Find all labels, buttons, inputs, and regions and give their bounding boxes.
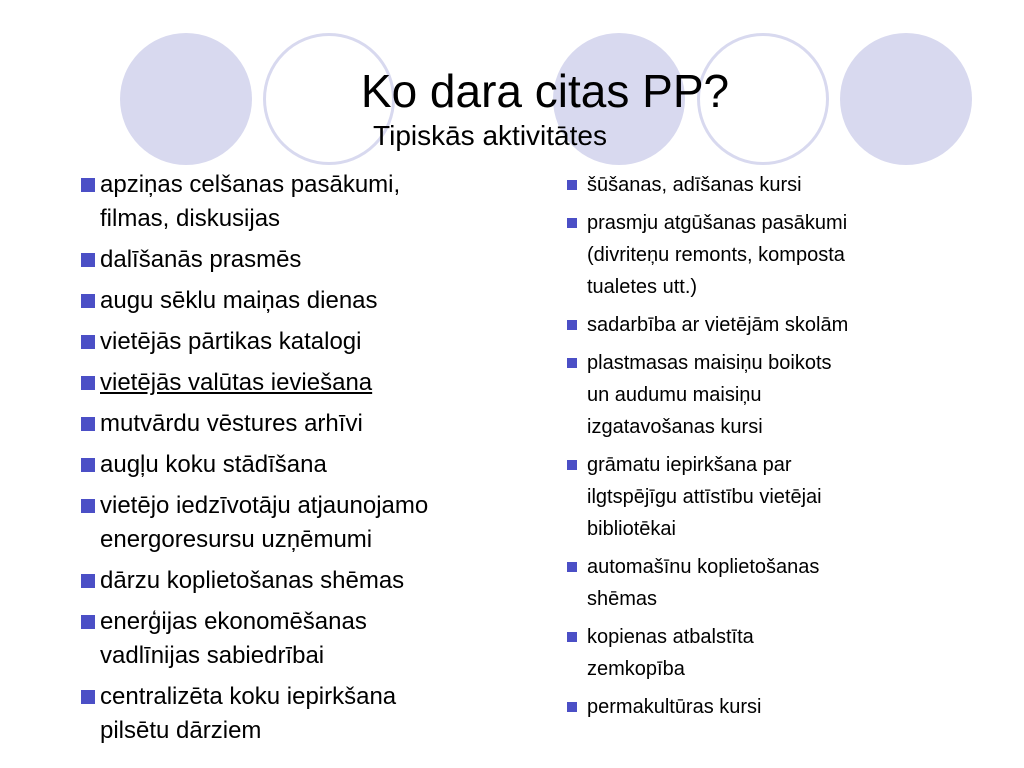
item-text: dalīšanās prasmēs [100, 246, 302, 273]
square-bullet-icon [81, 178, 95, 192]
item-text-line2: energoresursu uzņēmumi [100, 526, 373, 553]
item-text: apziņas celšanas pasākumi, [100, 171, 401, 198]
square-bullet-icon [81, 294, 95, 308]
square-bullet-icon [81, 499, 95, 513]
list-item [80, 243, 550, 277]
item-text-line2: ilgtspējīgu attīstību vietējai [587, 486, 822, 508]
list-item [566, 551, 996, 615]
underlined-item-text: vietējās valūtas ieviešana [100, 369, 373, 396]
square-bullet-icon [567, 180, 577, 190]
square-bullet-icon [81, 458, 95, 472]
square-bullet-icon [81, 615, 95, 629]
list-item [566, 309, 996, 341]
list-item [566, 207, 996, 303]
item-text: dārzu koplietošanas shēmas [100, 567, 405, 594]
item-text: enerģijas ekonomēšanas [100, 608, 367, 635]
item-text: šūšanas, adīšanas kursi [587, 174, 802, 196]
item-text: sadarbība ar vietējām skolām [587, 314, 849, 336]
square-bullet-icon [81, 335, 95, 349]
square-bullet-icon [567, 218, 577, 228]
item-text: permakultūras kursi [587, 696, 762, 718]
item-text-line2: shēmas [587, 588, 658, 610]
square-bullet-icon [567, 632, 577, 642]
item-text-line2: un audumu maisiņu [587, 384, 762, 406]
item-text: vietējās pārtikas katalogi [100, 328, 362, 355]
square-bullet-icon [81, 376, 95, 390]
list-item [80, 168, 550, 236]
list-item [80, 680, 550, 748]
item-text-line2: zemkopība [587, 658, 685, 680]
list-item [80, 325, 550, 359]
list-item [566, 621, 996, 685]
list-item [566, 449, 996, 545]
list-item [80, 366, 550, 400]
list-item [566, 691, 996, 723]
square-bullet-icon [567, 320, 577, 330]
list-item [80, 489, 550, 557]
item-text: prasmju atgūšanas pasākumi [587, 212, 848, 234]
item-text-line3: tualetes utt.) [587, 276, 698, 298]
right-bullet-list [566, 169, 996, 729]
square-bullet-icon [567, 702, 577, 712]
slide-subtitle: Tipiskās aktivitātes [373, 120, 607, 151]
item-text: grāmatu iepirkšana par [587, 454, 792, 476]
list-item [566, 347, 996, 443]
item-text-line2: filmas, diskusijas [100, 205, 281, 232]
square-bullet-icon [81, 690, 95, 704]
item-text: augļu koku stādīšana [100, 451, 327, 478]
list-item [80, 407, 550, 441]
list-item [80, 284, 550, 318]
item-text-line3: bibliotēkai [587, 518, 676, 540]
item-text-line3: izgatavošanas kursi [587, 416, 763, 438]
list-item [566, 169, 996, 201]
item-text-line2: pilsētu dārziem [100, 717, 262, 744]
item-text: augu sēklu maiņas dienas [100, 287, 378, 314]
square-bullet-icon [81, 574, 95, 588]
item-text: plastmasas maisiņu boikots [587, 352, 832, 374]
square-bullet-icon [567, 460, 577, 470]
square-bullet-icon [567, 358, 577, 368]
square-bullet-icon [81, 417, 95, 431]
list-item [80, 605, 550, 673]
item-text: kopienas atbalstīta [587, 626, 754, 648]
list-item [80, 448, 550, 482]
item-text-line2: vadlīnijas sabiedrībai [100, 642, 325, 669]
item-text: automašīnu koplietošanas [587, 556, 820, 578]
item-text: centralizēta koku iepirkšana [100, 683, 397, 710]
list-item [80, 564, 550, 598]
item-text: mutvārdu vēstures arhīvi [100, 410, 363, 437]
left-bullet-list [80, 168, 550, 755]
square-bullet-icon [567, 562, 577, 572]
item-text-line2: (divriteņu remonts, komposta [587, 244, 845, 266]
item-text: vietējo iedzīvotāju atjaunojamo [100, 492, 429, 519]
square-bullet-icon [81, 253, 95, 267]
slide-title: Ko dara citas PP? [360, 65, 730, 117]
